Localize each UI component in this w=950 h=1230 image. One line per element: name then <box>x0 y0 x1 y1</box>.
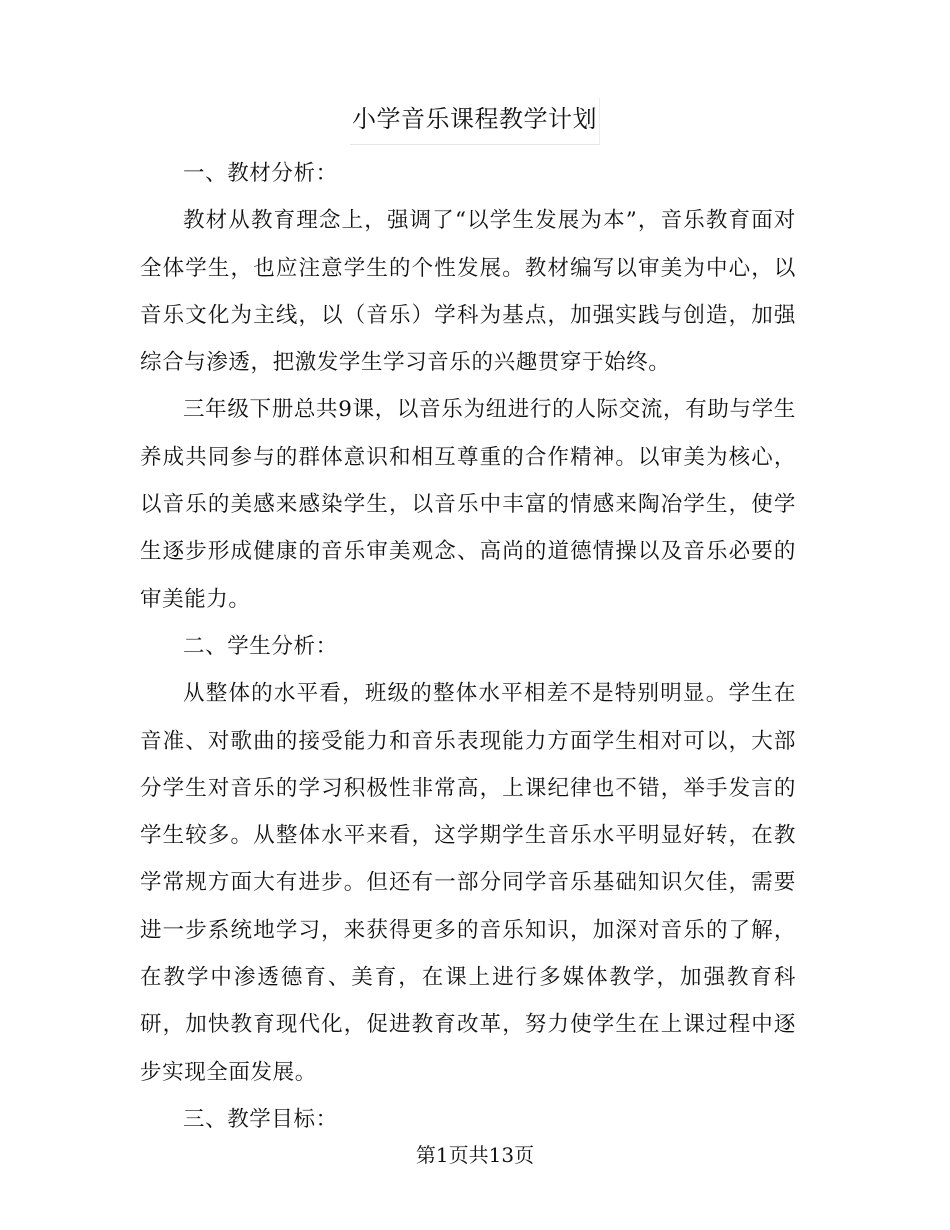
page-number: 第1页共13页 <box>415 1143 535 1167</box>
section-heading-students: 二、学生分析： <box>183 633 338 659</box>
paragraph-materials-overview: 教材从教育理念上，强调了“以学生发展为本”，音乐教育面对全体学生，也应注意学生的个性发展。教材编写以审美为中心，以音乐文化为主线，以（音乐）学科为基点，加强实践与创造，加强综合与渗透，把激发学生学习音乐的兴趣贯穿于始终。 <box>140 208 796 376</box>
paragraph-grade-three-content: 三年级下册总共9课，以音乐为纽进行的人际交流，有助与学生养成共同参与的群体意识和相互尊重的合作精神。以审美为核心，以音乐的美感来感染学生，以音乐中丰富的情感来陶冶学生，使学生逐步形成健康的音乐审美观念、高尚的道德情操以及音乐必要的审美能力。 <box>140 397 796 612</box>
section-heading-materials: 一、教材分析： <box>183 161 338 186</box>
section-heading-goals: 三、教学目标： <box>183 1106 338 1132</box>
page-title: 小学音乐课程教学计划 <box>350 98 600 145</box>
paragraph-student-analysis: 从整体的水平看，班级的整体水平相差不是特别明显。学生在音准、对歌曲的接受能力和音乐表现能力方面学生相对可以，大部分学生对音乐的学习积极性非常高，上课纪律也不错，举手发言的学生较多。从整体水平来看，这学期学生音乐水平明显好转，在教学常规方面大有进步。但还有一部分同学音乐基础知识欠佳，需要进一步系统地学习，来获得更多的音乐知识，加深对音乐的了解，在教学中渗透德育、美育，在课上进行多媒体教学，加强教育科研，加快教育现代化，促进教育改革，努力使学生在上课过程中逐步实现全面发展。 <box>140 681 796 1085</box>
title-wrapper <box>0 98 950 145</box>
document-body <box>140 150 796 1143</box>
